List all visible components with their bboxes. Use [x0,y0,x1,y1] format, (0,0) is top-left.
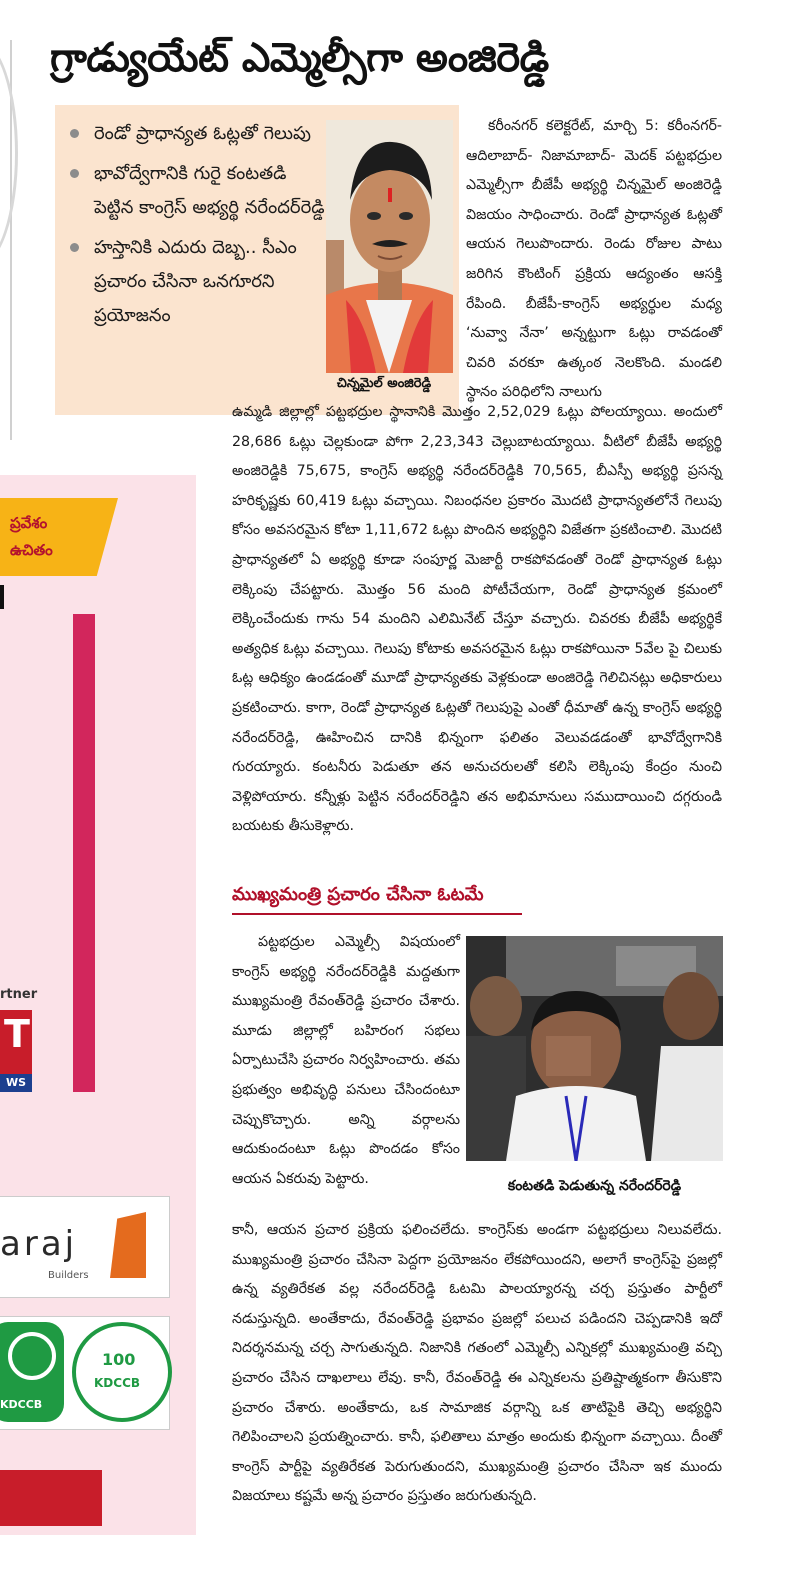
highlight-text: హస్తానికి ఎదురు దెబ్బ.. సీఎం ప్రచారం చేసినా ఒనగూరని ప్రయోజనం [94,237,297,326]
bullet-dot-icon [70,243,79,252]
ad-marker [0,585,4,609]
ad-red-stripe [73,614,95,1092]
article-headline: గ్రాడ్యుయేట్ ఎమ్మెల్సీగా అంజిరెడ్డి [50,35,549,81]
bank-seal-number: 100 [102,1350,136,1369]
ad-bottom-red-block [0,1470,102,1526]
article-body-paragraph: ఉమ్మడి జిల్లాల్లో పట్టభద్రుల స్థానానికి మొత్తం 2,52,029 ఓట్లు పోలయ్యాయి. అందులో 28,686 ఓట్లు చెల్లకుండా పోగా 2,23,343 చెల్లుబాటయ్యాయి. వీటిలో బీజేపీ అభ్యర్థి అంజిరెడ్డికి 75,675, కాంగ్రెస్ అభ్యర్థి నరేందర్‌రెడ్డికి 70,565, బీఎస్పీ అభ్యర్థి ప్రసన్న హరికృష్ణకు 60,419 ఓట్లు వచ్చాయి. నిబంధనల ప్రకారం మొదటి ప్రాధాన్యతలోనే గెలుపు కోసం అవసరమైన కోటా 1,11,672 ఓట్లు పొందిన అభ్యర్థిని విజేతగా ప్రకటించాలి. మొదటి ప్రాధాన్యతలో ఏ అభ్యర్థి కూడా సంపూర్ణ మెజార్టీ రాకపోవడంతో రెండో ప్రాధాన్యత ఓట్లు లెక్కింపు చేపట్టారు. మొత్తం 56 మంది పోటీచేయగా, రెండో ప్రాధాన్యత క్రమంలో లెక్కించేందుకు గాను 54 మందిని ఎలిమినేట్ చేస్తూ వచ్చారు. చివరకు బీజేపీ అభ్యర్థికే అత్యధిక ఓట్లు వచ్చాయి. గెలుపు కోటాకు అవసరమైన ఓట్లు రాకపోయినా 5వేల పై చిలుకు ఓట్ల ఆధిక్యం ఉండడంతో మూడో ప్రాధాన్యతకు వెళ్లకుండా అంజిరెడ్డి గెలిచినట్లు అధికారులు ప్రకటించారు. కాగా, రెండో ప్రాధాన్యత ఓట్లతో గెలుపుపై ఎంతో ధీమాతో ఉన్న కాంగ్రెస్ అభ్యర్థి నరేందర్‌రెడ్డి, ఊహించిన దానికి భిన్నంగా ఫలితం వెలువడడంతో భావోద్వేగానికి గురయ్యారు. కంటనీరు పెడుతూ తన అనుచరులతో కలిసి లెక్కింపు కేంద్రం నుంచి వెళ్లిపోయారు. కన్నీళ్లు పెట్టిన నరేందర్‌రెడ్డిని తన అభిమానులు సముదాయించి దగ్గరుండి బయటకు తీసుకెళ్లారు. [232,404,722,835]
article-lead-column [466,112,722,408]
neighbor-graphic-arc [0,40,18,266]
photo-caption: కంటతడి పెడుతున్న నరేందర్‌రెడ్డి [507,1178,682,1194]
crowd-photo-illustration [466,936,723,1161]
anjireddy-portrait-photo [326,120,453,373]
bullet-dot-icon [70,129,79,138]
portrait-illustration [326,120,453,373]
subheading-underline [232,913,522,915]
bank-seal-label: KDCCB [94,1376,141,1390]
highlight-item [66,117,328,151]
builder-name: araj [0,1224,78,1264]
article-sub-column: పట్టభద్రుల ఎమ్మెల్సీ విషయంలో కాంగ్రెస్ అభ్యర్థి నరేందర్‌రెడ్డికి మద్దతుగా ముఖ్యమంత్రి రేవంత్‌రెడ్డి ప్రచారం చేశారు. మూడు జిల్లాల్లో బహిరంగ సభలు ఏర్పాటుచేసి ప్రచారం నిర్వహించారు. తమ ప్రభుత్వం అభివృద్ధి పనులు చేసిందంటూ చెప్పుకొచ్చారు. అన్ని వర్గాలను ఆదుకుందంటూ ఓట్లు పొందడం కోసం ఆయన ఏకరువు పెట్టారు. [232,934,460,1187]
bullet-dot-icon [70,169,79,178]
narender-reddy-photo [466,936,723,1161]
photo-caption: చిన్నమైల్ అంజిరెడ్డి [336,376,432,391]
bank-logo-emblem-icon [8,1332,56,1380]
ad-partner-text: rtner [0,987,38,1002]
highlight-item [66,231,328,333]
highlights-list [66,117,328,339]
highlight-text: భావోద్వేగానికి గురై కంటతడి పెట్టిన కాంగ్రెస్ అభ్యర్థి నరేందర్‌రెడ్డి [94,163,325,218]
bank-logo-label: KDCCB [0,1398,43,1411]
bank-seal-icon [72,1322,172,1422]
ad-tag-line2: ఉచితం [10,541,53,559]
highlight-text: రెండో ప్రాధాన్యత ఓట్లతో గెలుపు [94,123,311,144]
article-lead-text: కరీంనగర్ కలెక్టరేట్, మార్చి 5: కరీంనగర్- ఆదిలాబాద్- నిజామాబాద్- మెదక్ పట్టభద్రుల ఎమ్మెల్సీగా బీజేపీ అభ్యర్థి చిన్నమైల్ అంజిరెడ్డి విజయం సాధించారు. రెండో ప్రాధాన్యత ఓట్లతో ఆయన గెలుపొందారు. రెండు రోజుల పాటు జరిగిన కౌంటింగ్ ప్రక్రియ ఆద్యంతం ఆసక్తి రేపింది. బీజేపీ-కాంగ్రెస్ అభ్యర్థుల మధ్య ‘నువ్వా నేనా’ అన్నట్టుగా ఓట్లు రావడంతో చివరి వరకూ ఉత్కంఠ నెలకొంది. మండలి స్థానం పరిధిలోని నాలుగు [466,118,722,401]
ad-tag-line1: ప్రవేశం [10,514,48,532]
builder-subtitle: Builders [48,1270,89,1281]
article-closing-paragraph: కానీ, ఆయన ప్రచార ప్రక్రియ ఫలించలేదు. కాంగ్రెస్‌కు అండగా పట్టభద్రులు నిలువలేదు. ముఖ్యమంత్రి ప్రచారం చేసినా పెద్దగా ప్రయోజనం లేకపోయిందని, అలాగే కాంగ్రెస్‌పై ప్రజల్లో ఉన్న వ్యతిరేకత వల్ల నరేందర్‌రెడ్డి ఓటమి పాలయ్యారన్న చర్చ ప్రస్తుతం పార్టీలో నడుస్తున్నది. అంతేకాదు, రేవంత్‌రెడ్డి ప్రభావం ప్రజల్లో పలుచ పడిందని చెప్పడానికి ఇదో నిదర్శనమన్న చర్చ సాగుతున్నది. నిజానికి గతంలో ఎమ్మెల్సీ ఎన్నికల్లో ముఖ్యమంత్రి వచ్చి ప్రచారం చేసిన దాఖలాలు లేవు. కానీ, రేవంత్‌రెడ్డి ఈ ఎన్నికలను ప్రతిష్టాత్మకంగా తీసుకొని ప్రచారం చేశారు. అంతేకాదు, ఒక సామాజిక వర్గాన్ని ఒక తాటిపైకి తెచ్చి అభ్యర్థిని గెలిపించాలని ప్రయత్నించారు. కానీ, ఫలితాలు మాత్రం అందుకు భిన్నంగా వచ్చాయి. దీంతో కాంగ్రెస్ పార్టీపై వ్యతిరేకత పెరుగుతుందని, ముఖ్యమంత్రి ప్రచారం చేసినా ఇక ముందు విజయాలు కష్టమే అన్న ప్రచారం ప్రస్తుతం జరుగుతున్నది. [232,1222,722,1505]
tv-logo-news-text: WS [0,1074,32,1092]
highlight-item [66,157,328,225]
tv-logo-letter: T [4,1012,30,1056]
article-subheading: ముఖ్యమంత్రి ప్రచారం చేసినా ఓటమే [232,884,484,905]
ad-tag-text [10,510,53,564]
